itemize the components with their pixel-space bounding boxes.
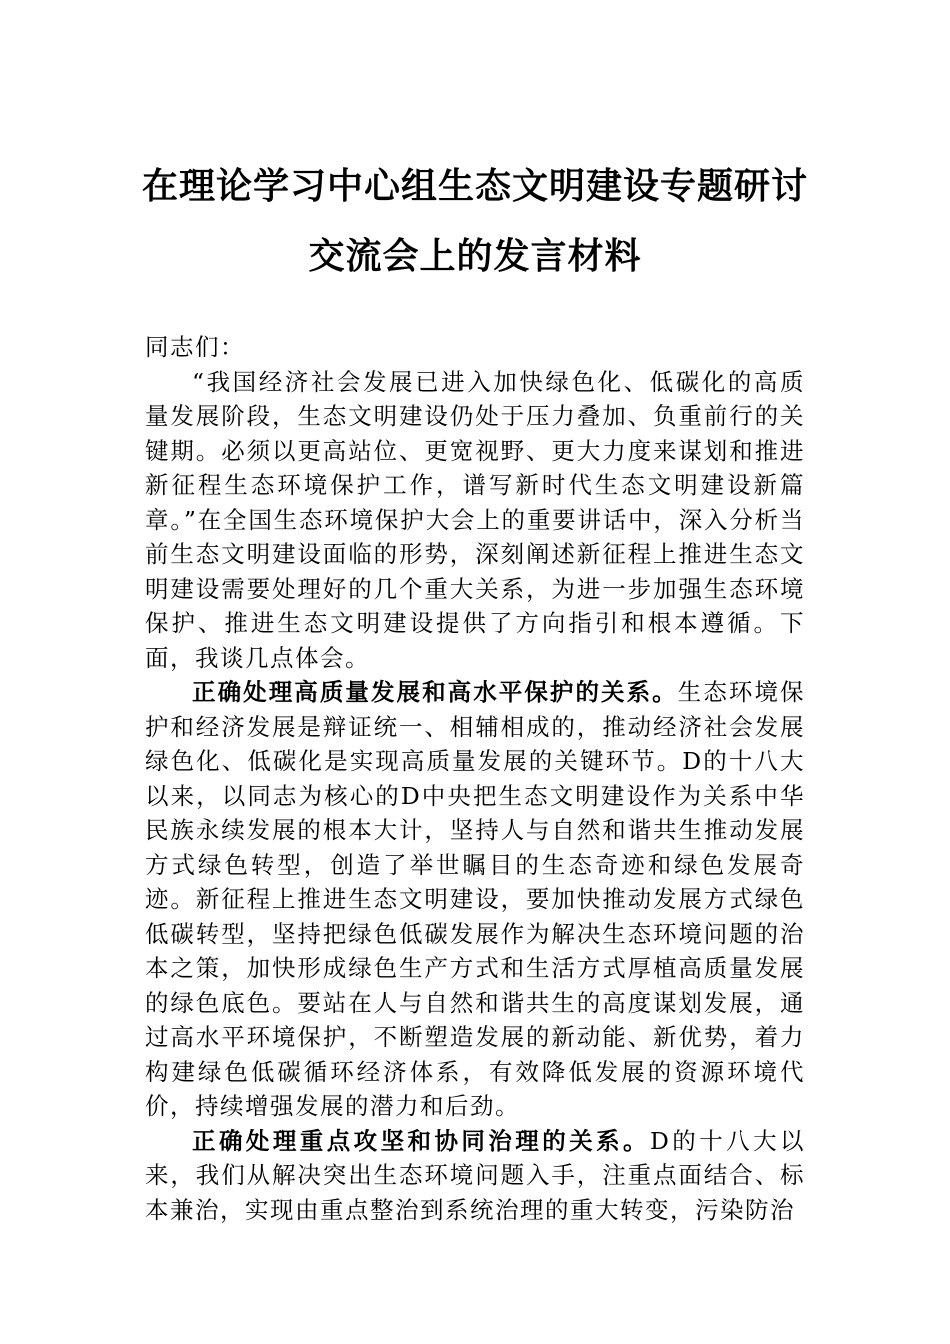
- document-title-line-1: 在理论学习中心组生态文明建设专题研讨: [141, 165, 808, 207]
- section-2-text: D的十八大以来，我们从解决突出生态环境问题入手，注重点面结合、标本兼治，实现由重点整治到系统治理的重大转变，污染防治: [145, 1126, 806, 1224]
- section-1-text: 生态环境保护和经济发展是辩证统一、相辅相成的，推动经济社会发展绿色化、低碳化是实现高质量发展的关键环节。D的十八大以来，以同志为核心的D中央把生态文明建设作为关系中华民族永续发展的根本大计，坚持人与自然和谐共生推动发展方式绿色转型，创造了举世瞩目的生态奇迹和绿色发展奇迹。新征程上推进生态文明建设，要加快推动发展方式绿色低碳转型，坚持把绿色低碳发展作为解决生态环境问题的治本之策，加快形成绿色生产方式和生活方式厚植高质量发展的绿色底色。要站在人与自然和谐共生的高度谋划发展，通过高水平环境保护，不断塑造发展的新动能、新优势，着力构建绿色低碳循环经济体系，有效降低发展的资源环境代价，持续增强发展的潜力和后劲。: [145, 678, 806, 1120]
- paragraph-section-1: [145, 675, 805, 1124]
- document-title-line-2: 交流会上的发言材料: [308, 235, 642, 277]
- salutation: 同志们：: [145, 333, 245, 361]
- paragraph-intro: [145, 365, 805, 676]
- section-1-heading: 正确处理高质量发展和高水平保护的关系。: [192, 678, 678, 706]
- document-body: [145, 330, 805, 1227]
- paragraph-section-2: [145, 1124, 805, 1228]
- paragraph-intro-text: “我国经济社会发展已进入加快绿色化、低碳化的高质量发展阶段，生态文明建设仍处于压力叠加、负重前行的关键期。必须以更高站位、更宽视野、更大力度来谋划和推进新征程生态环境保护工作，谱写新时代生态文明建设新篇章。”在全国生态环境保护大会上的重要讲话中，深入分析当前生态文明建设面临的形势，深刻阐述新征程上推进生态文明建设需要处理好的几个重大关系，为进一步加强生态环境保护、推进生态文明建设提供了方向指引和根本遵循。下面，我谈几点体会。: [145, 367, 805, 672]
- section-2-heading: 正确处理重点攻坚和协同治理的关系。: [192, 1126, 650, 1155]
